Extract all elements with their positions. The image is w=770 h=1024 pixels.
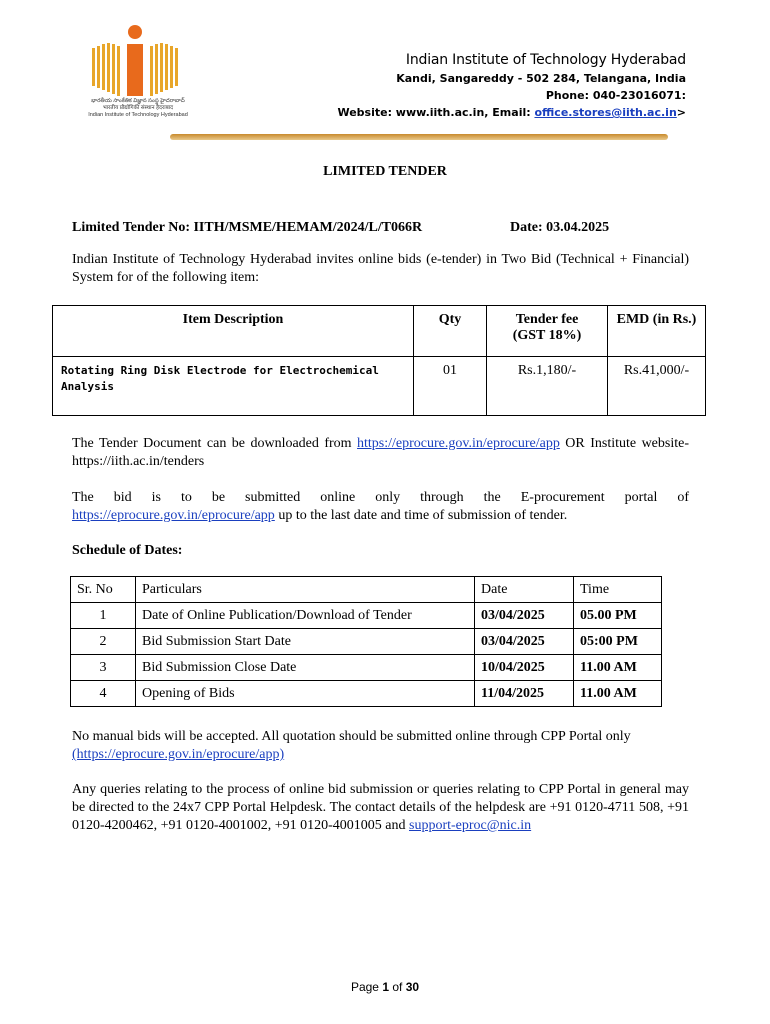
- item-emd: Rs.41,000/-: [608, 357, 706, 416]
- intro-paragraph: Indian Institute of Technology Hyderabad invites online bids (e-tender) in Two Bid (Technical + Financial) System for of the following item:: [72, 252, 689, 285]
- table-row: [71, 629, 662, 655]
- document-title: LIMITED TENDER: [323, 164, 447, 179]
- logo-caption: [78, 98, 198, 119]
- manual-text: No manual bids will be accepted. All quotation should be submitted online through CPP Portal only: [72, 729, 631, 744]
- items-table: [52, 305, 706, 416]
- header-tender-fee-line2: (GST 18%): [512, 328, 582, 343]
- header-divider: [170, 134, 668, 140]
- website-prefix: Website: www.iith.ac.in, Email:: [337, 106, 535, 119]
- items-table-header: [53, 306, 706, 357]
- schedule-header-time: Time: [574, 577, 662, 603]
- schedule-time: 11.00 AM: [574, 655, 662, 681]
- schedule-sr: 4: [71, 681, 136, 707]
- table-row: [71, 681, 662, 707]
- schedule-date: 10/04/2025: [475, 655, 574, 681]
- schedule-date: 03/04/2025: [475, 629, 574, 655]
- page-prefix: Page: [350, 980, 383, 994]
- schedule-table: [70, 576, 662, 707]
- schedule-particular: Bid Submission Start Date: [136, 629, 475, 655]
- schedule-time: 05:00 PM: [574, 629, 662, 655]
- schedule-date: 03/04/2025: [475, 603, 574, 629]
- submission-paragraph: [72, 489, 689, 525]
- tender-number: Limited Tender No: IITH/MSME/HEMAM/2024/L/T066R: [72, 220, 423, 235]
- schedule-sr: 1: [71, 603, 136, 629]
- schedule-time: 05.00 PM: [574, 603, 662, 629]
- submit-link[interactable]: https://eprocure.gov.in/eprocure/app: [72, 508, 275, 523]
- manual-link[interactable]: (https://eprocure.gov.in/eprocure/app): [72, 747, 285, 762]
- tender-date: Date: 03.04.2025: [510, 220, 610, 235]
- queries-paragraph: [72, 781, 689, 835]
- schedule-header-date: Date: [475, 577, 574, 603]
- queries-text: Any queries relating to the process of online bid submission or queries relating to CPP Portal in general may be directed to the 24x7 CPP Portal Helpdesk. The contact details of the helpdesk are +91 0120-4711 508, +91 0120-4200462, +91 0120-4001002, +91 0120-4001005 and: [72, 782, 689, 833]
- table-row: [71, 603, 662, 629]
- schedule-sr: 3: [71, 655, 136, 681]
- submit-suffix: up to the last date and time of submission of tender.: [274, 508, 568, 523]
- header-qty: Qty: [414, 306, 487, 357]
- header-tender-fee: [487, 306, 608, 357]
- institute-website-email: [337, 106, 686, 119]
- schedule-particular: Date of Online Publication/Download of Tender: [136, 603, 475, 629]
- email-link[interactable]: office.stores@iith.ac.in: [534, 106, 677, 119]
- email-suffix: >: [676, 106, 686, 119]
- header-emd: EMD (in Rs.): [608, 306, 706, 357]
- page-number: [0, 980, 770, 994]
- item-qty: 01: [414, 357, 487, 416]
- table-row: [53, 357, 706, 416]
- header-item-description: Item Description: [53, 306, 414, 357]
- schedule-particular: Bid Submission Close Date: [136, 655, 475, 681]
- helpdesk-email-link[interactable]: support-eproc@nic.in: [409, 818, 532, 833]
- schedule-header-row: [71, 577, 662, 603]
- letterhead: [337, 52, 686, 119]
- download-suffix: OR Institute website- https://iith.ac.in/tenders: [72, 436, 689, 469]
- page-total: 30: [405, 980, 420, 994]
- schedule-time: 11.00 AM: [574, 681, 662, 707]
- logo-caption-english: Indian Institute of Technology Hyderabad: [88, 112, 188, 118]
- schedule-header-sr: Sr. No: [71, 577, 136, 603]
- page-current: 1: [382, 980, 389, 994]
- item-description: Rotating Ring Disk Electrode for Electrochemical Analysis: [53, 357, 414, 416]
- institute-address: Kandi, Sangareddy - 502 284, Telangana, India: [396, 72, 686, 85]
- institute-phone: Phone: 040-23016071:: [545, 89, 686, 102]
- schedule-heading: Schedule of Dates:: [72, 543, 183, 558]
- schedule-date: 11/04/2025: [475, 681, 574, 707]
- logo-caption-telugu: భారతీయ సాంకేతిక విజ్ఞాన సంస్థ హైదరాబాద్: [91, 98, 185, 104]
- submit-prefix: The bid is to be submitted online only through the E-procurement portal of: [72, 490, 689, 505]
- download-prefix: The Tender Document can be downloaded from: [72, 436, 358, 451]
- schedule-sr: 2: [71, 629, 136, 655]
- schedule-particular: Opening of Bids: [136, 681, 475, 707]
- download-link[interactable]: https://eprocure.gov.in/eprocure/app: [357, 436, 560, 451]
- table-row: [71, 655, 662, 681]
- page-of: of: [389, 980, 406, 994]
- header-tender-fee-line1: Tender fee: [515, 312, 579, 327]
- download-paragraph: [72, 435, 689, 471]
- schedule-header-particulars: Particulars: [136, 577, 475, 603]
- manual-bids-paragraph: [72, 728, 689, 764]
- institute-name: Indian Institute of Technology Hyderabad: [405, 52, 686, 68]
- logo-caption-hindi: भारतीय प्रौद्योगिकी संस्थान हैदराबाद: [102, 105, 174, 111]
- item-tender-fee: Rs.1,180/-: [487, 357, 608, 416]
